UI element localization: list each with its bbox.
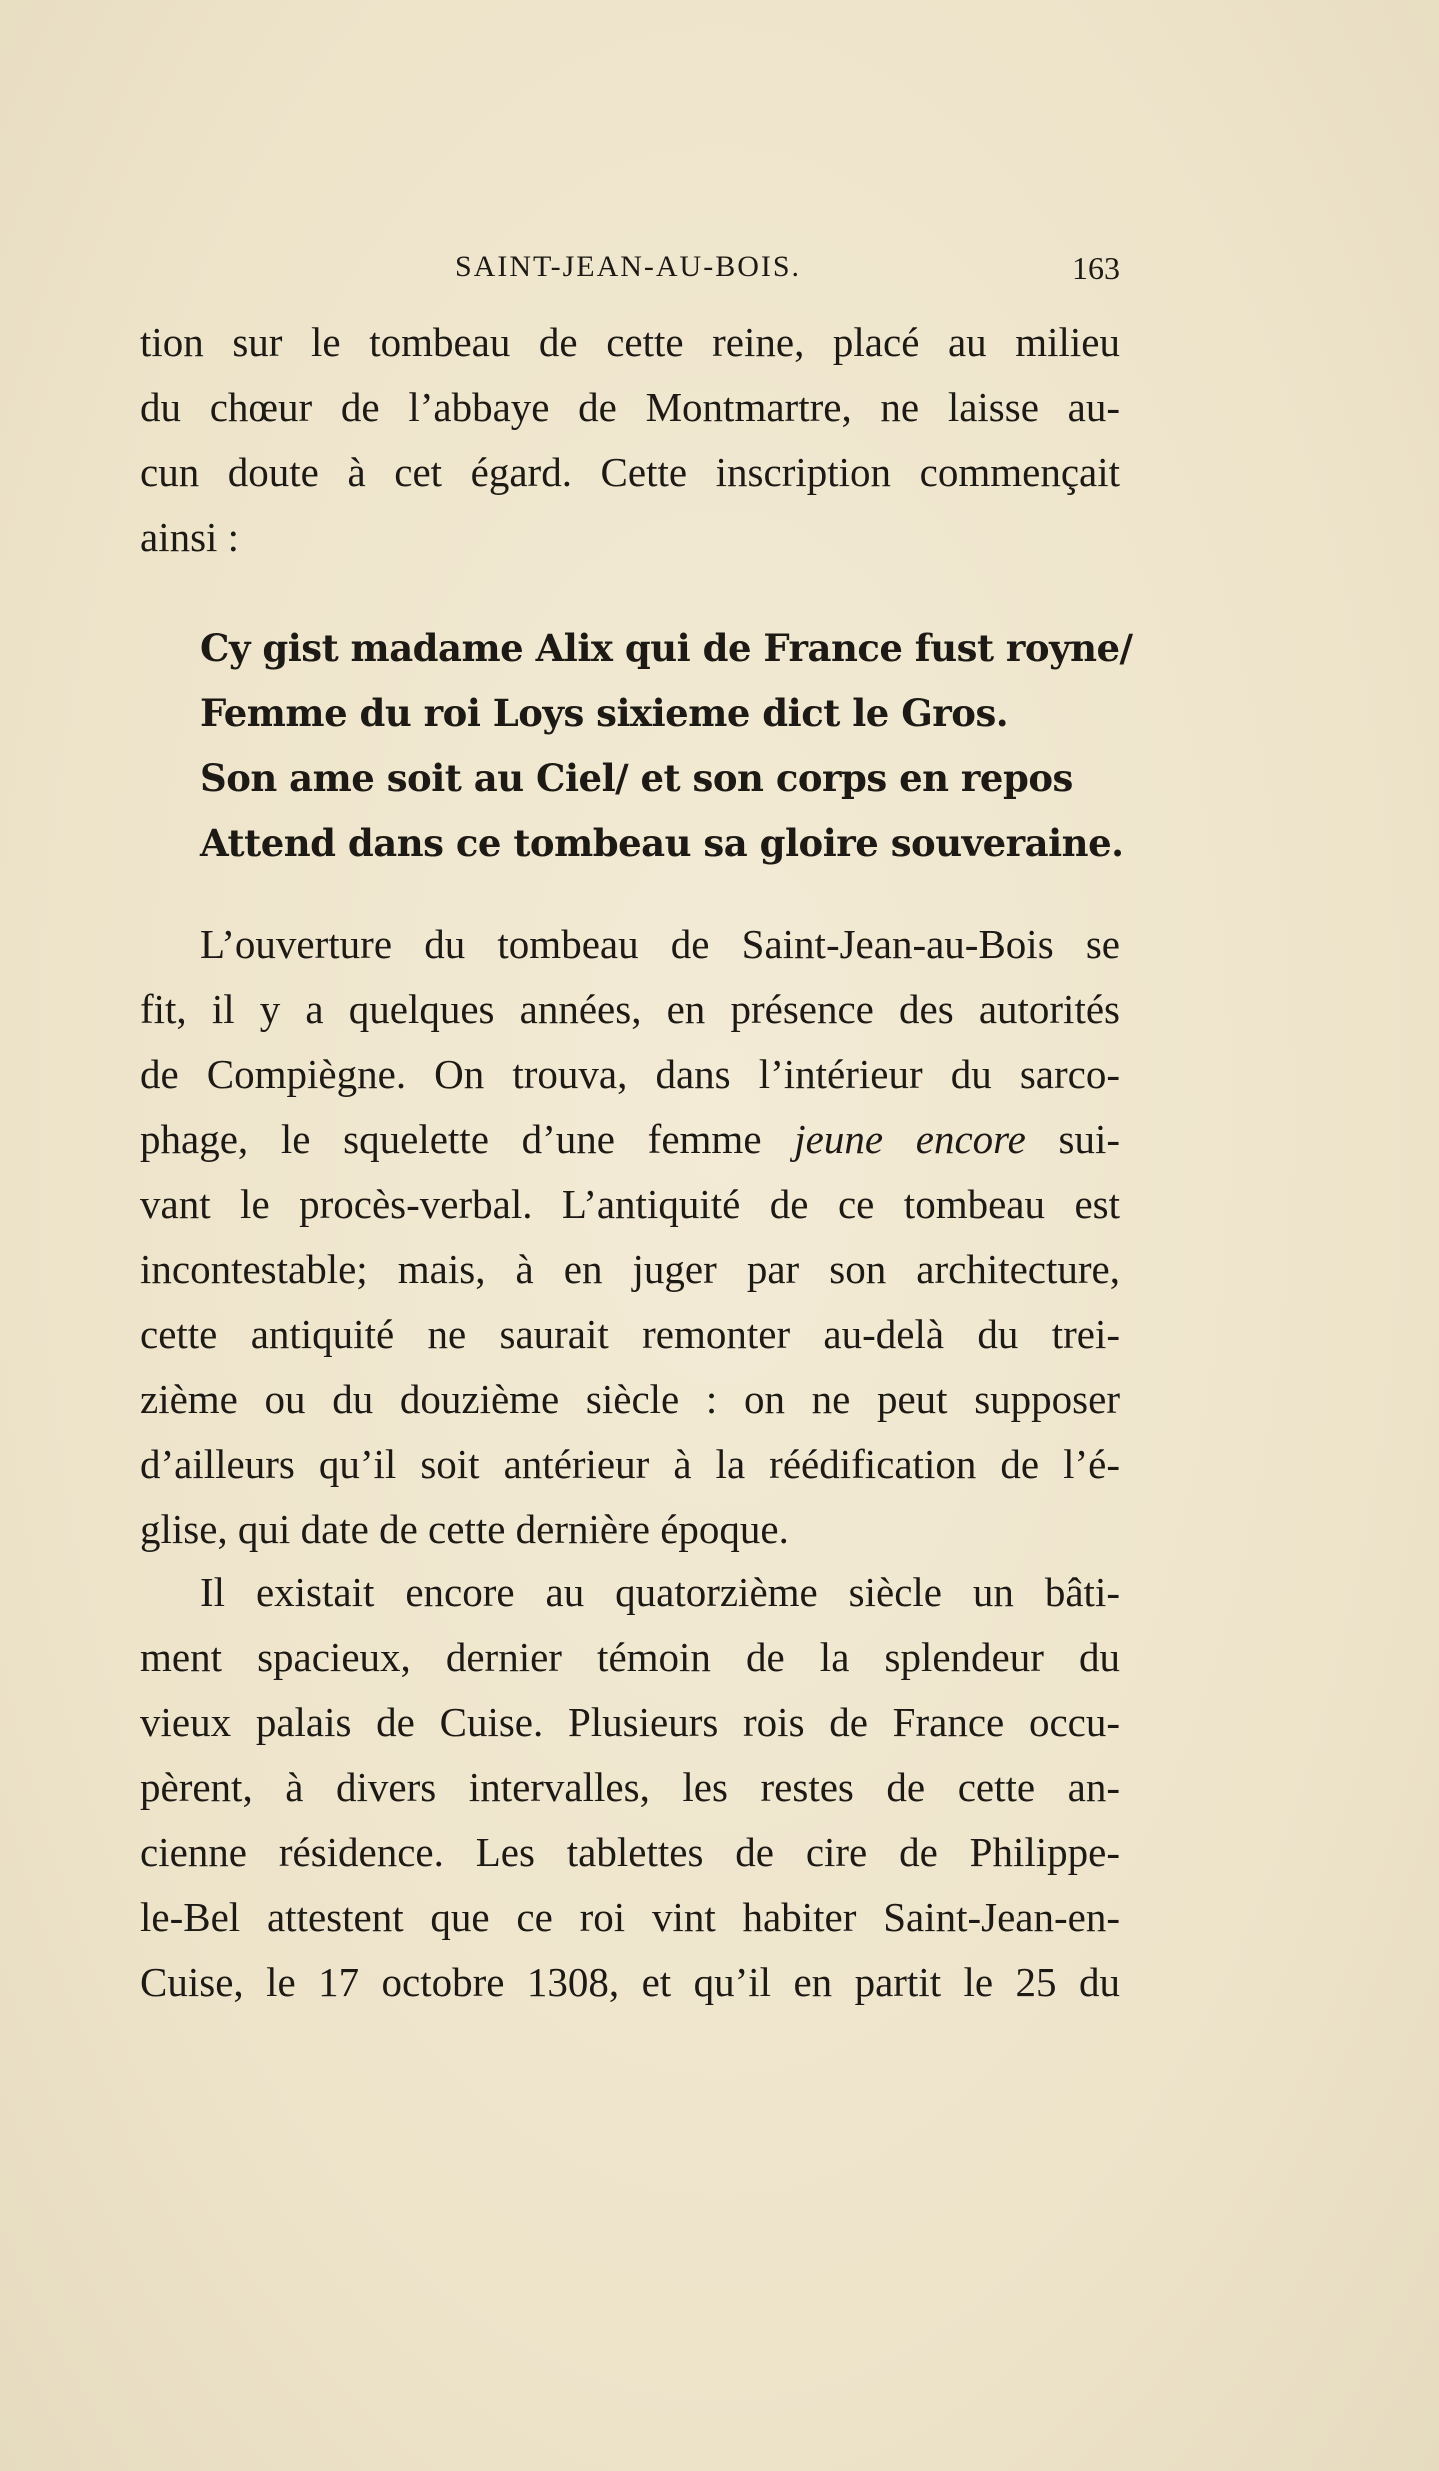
text-line: tion sur le tombeau de cette reine, placé au milieu <box>140 319 1120 365</box>
text-line: cienne résidence. Les tablettes de cire de Philippe- <box>140 1829 1120 1875</box>
text-line: incontestable; mais, à en juger par son architecture, <box>140 1246 1120 1292</box>
text-line-with-italic <box>140 1107 1120 1172</box>
text-line: fit, il y a quelques années, en présence des autorités <box>140 986 1120 1032</box>
text-line: cette antiquité ne saurait remonter au-delà du trei- <box>140 1311 1120 1357</box>
inscription-line: Femme du roi Loys sixieme dict le Gros. <box>200 691 1009 735</box>
italic-phrase: jeune encore <box>794 1116 1026 1162</box>
inscription-line: Son ame soit au Ciel/ et son corps en repos <box>200 756 1073 800</box>
text-line: cun doute à cet égard. Cette inscription commençait <box>140 449 1120 495</box>
text-line: glise, qui date de cette dernière époque. <box>140 1506 789 1552</box>
text-line: zième ou du douzième siècle : on ne peut supposer <box>140 1376 1120 1422</box>
paragraph-1 <box>140 310 1120 570</box>
text-line: du chœur de l’abbaye de Montmartre, ne laisse au- <box>140 384 1120 430</box>
text-line: de Compiègne. On trouva, dans l’intérieur du sarco- <box>140 1051 1120 1097</box>
text-line: vant le procès-verbal. L’antiquité de ce tombeau est <box>140 1181 1120 1227</box>
gothic-inscription <box>200 615 1133 875</box>
text-line: d’ailleurs qu’il soit antérieur à la réédification de l’é- <box>140 1441 1120 1487</box>
text-line: vieux palais de Cuise. Plusieurs rois de France occu- <box>140 1699 1120 1745</box>
text-line: Cuise, le 17 octobre 1308, et qu’il en partit le 25 du <box>140 1959 1120 2005</box>
paragraph-2 <box>140 912 1120 1562</box>
text-line: Il existait encore au quatorzième siècle un bâti- <box>200 1569 1120 1615</box>
text-line: ment spacieux, dernier témoin de la splendeur du <box>140 1634 1120 1680</box>
text-segment: sui- <box>1025 1116 1120 1162</box>
text-segment: phage, le squelette d’une femme <box>140 1116 795 1162</box>
inscription-line: Attend dans ce tombeau sa gloire souveraine. <box>200 821 1124 865</box>
running-head <box>140 250 1120 294</box>
text-line: le-Bel attestent que ce roi vint habiter Saint-Jean-en- <box>140 1894 1120 1940</box>
page-number: 163 <box>1072 250 1120 286</box>
text-line: ainsi : <box>140 514 240 560</box>
inscription-line: Cy gist madame Alix qui de France fust royne/ <box>200 626 1133 670</box>
text-line: L’ouverture du tombeau de Saint-Jean-au-Bois se <box>200 921 1120 967</box>
paragraph-3 <box>140 1560 1120 2015</box>
running-title: SAINT-JEAN-AU-BOIS. <box>455 250 802 283</box>
text-line: pèrent, à divers intervalles, les restes de cette an- <box>140 1764 1120 1810</box>
